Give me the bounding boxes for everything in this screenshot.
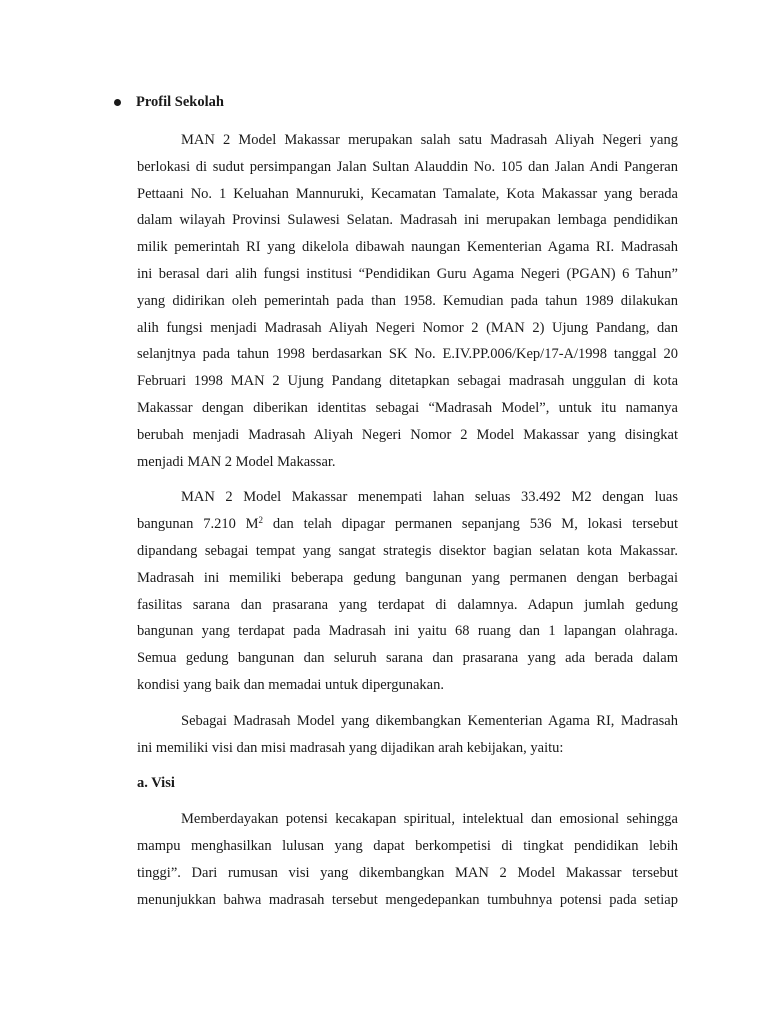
subheading-visi: a. Visi bbox=[137, 775, 175, 792]
text-line: Madrasah ini memiliki beberapa gedung bangunan yang permanen dengan berbagai bbox=[137, 569, 678, 586]
paragraph-2 bbox=[137, 484, 678, 698]
text-line: Sebagai Madrasah Model yang dikembangkan Kementerian Agama RI, Madrasah bbox=[181, 712, 678, 729]
text-line: tinggi”. Dari rumusan visi yang dikembangkan MAN 2 Model Makassar tersebut bbox=[137, 864, 678, 881]
text-line: Pettaani No. 1 Keluahan Mannuruki, Kecamatan Tamalate, Kota Makassar yang berada bbox=[137, 185, 678, 202]
text-line: berubah menjadi Madrasah Aliyah Negeri Nomor 2 Model Makassar yang disingkat bbox=[137, 426, 678, 443]
text-line: dalam wilayah Provinsi Sulawesi Selatan. Madrasah ini merupakan lembaga pendidikan bbox=[137, 212, 678, 229]
paragraph-1 bbox=[137, 127, 678, 475]
text-line: selanjtnya pada tahun 1998 berdasarkan SK No. E.IV.PP.006/Kep/17-A/1998 tanggal 20 bbox=[137, 346, 678, 363]
section-heading-text: Profil Sekolah bbox=[136, 94, 224, 110]
superscript: 2 bbox=[258, 515, 264, 526]
text-segment: dan telah dipagar permanen sepanjang 536 M, lokasi tersebut bbox=[263, 516, 679, 533]
text-line: berlokasi di sudut persimpangan Jalan Sultan Alauddin No. 105 dan Jalan Andi Pangeran bbox=[137, 158, 678, 175]
text-line: ini berasal dari alih fungsi institusi “Pendidikan Guru Agama Negeri (PGAN) 6 Tahun” bbox=[137, 265, 678, 282]
section-heading bbox=[114, 94, 224, 111]
document-body bbox=[137, 127, 678, 922]
text-line-with-superscript bbox=[137, 511, 678, 538]
text-line: alih fungsi menjadi Madrasah Aliyah Negeri Nomor 2 (MAN 2) Ujung Pandang, dan bbox=[137, 319, 678, 336]
text-line: milik pemerintah RI yang dikelola dibawah naungan Kementerian Agama RI. Madrasah bbox=[137, 239, 678, 256]
text-line: Memberdayakan potensi kecakapan spiritual, intelektual dan emosional sehingga bbox=[181, 811, 678, 828]
text-line: ini memiliki visi dan misi madrasah yang dijadikan arah kebijakan, yaitu: bbox=[137, 739, 564, 756]
text-line: kondisi yang baik dan memadai untuk dipergunakan. bbox=[137, 676, 444, 693]
text-line: Semua gedung bangunan dan seluruh sarana dan prasarana yang ada berada dalam bbox=[137, 650, 678, 667]
paragraph-3 bbox=[137, 708, 678, 762]
text-line: MAN 2 Model Makassar menempati lahan seluas 33.492 M2 dengan luas bbox=[181, 489, 678, 506]
text-line: MAN 2 Model Makassar merupakan salah satu Madrasah Aliyah Negeri yang bbox=[181, 132, 678, 148]
text-line: yang didirikan oleh pemerintah pada than 1958. Kemudian pada tahun 1989 dilakukan bbox=[137, 292, 678, 309]
text-line: menjadi MAN 2 Model Makassar. bbox=[137, 453, 336, 470]
text-segment: bangunan 7.210 M bbox=[137, 516, 259, 533]
text-line: dipandang sebagai tempat yang sangat strategis disektor bagian selatan kota Makassar. bbox=[137, 542, 678, 559]
text-line: bangunan yang terdapat pada Madrasah ini yaitu 68 ruang dan 1 lapangan olahraga. bbox=[137, 623, 678, 640]
text-line: fasilitas sarana dan prasarana yang terdapat di dalamnya. Adapun jumlah gedung bbox=[137, 596, 678, 613]
text-line: menunjukkan bahwa madrasah tersebut mengedepankan tumbuhnya potensi pada setiap bbox=[137, 891, 678, 908]
paragraph-4 bbox=[137, 806, 678, 913]
text-line: Makassar dengan diberikan identitas sebagai “Madrasah Model”, untuk itu namanya bbox=[137, 399, 678, 416]
bullet-icon bbox=[114, 99, 121, 106]
text-line: mampu menghasilkan lulusan yang dapat berkompetisi di tingkat pendidikan lebih bbox=[137, 837, 678, 854]
text-line: Februari 1998 MAN 2 Ujung Pandang ditetapkan sebagai madrasah unggulan di kota bbox=[137, 373, 678, 390]
